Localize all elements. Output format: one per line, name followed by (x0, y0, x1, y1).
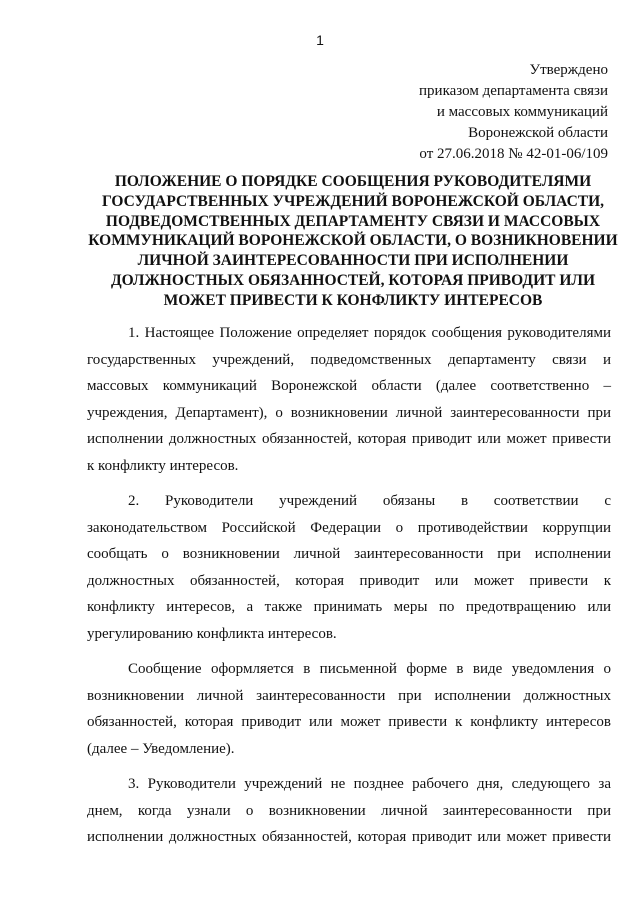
approval-line: Воронежской области (468, 125, 608, 141)
text-line: исполнении должностных обязанностей, которая приводит или может привести (87, 829, 611, 845)
title-line: ЛИЧНОЙ ЗАИНТЕРЕСОВАННОСТИ ПРИ ИСПОЛНЕНИИ (137, 252, 569, 270)
paragraph-1 (87, 320, 611, 479)
text-line: должностных обязанностей, которая приводит или может привести к (87, 572, 611, 589)
document-body (87, 320, 611, 860)
title-line: ПОДВЕДОМСТВЕННЫХ ДЕПАРТАМЕНТУ СВЯЗИ И МАССОВЫХ (105, 212, 601, 230)
title-line: ДОЛЖНОСТНЫХ ОБЯЗАННОСТЕЙ, КОТОРАЯ ПРИВОДИТ ИЛИ (110, 271, 596, 289)
text-line: 1. Настоящее Положение определяет порядок сообщения руководителями (128, 325, 611, 341)
approval-line: Утверждено (529, 62, 608, 78)
page-number: 1 (316, 32, 324, 48)
paragraph-4 (87, 771, 611, 851)
text-line: исполнении должностных обязанностей, которая приводит или может привести (87, 431, 611, 447)
title-line: МОЖЕТ ПРИВЕСТИ К КОНФЛИКТУ ИНТЕРЕСОВ (163, 291, 543, 309)
text-line: днем, когда узнали о возникновении личной заинтересованности при (87, 802, 611, 819)
title-line: ПОЛОЖЕНИЕ О ПОРЯДКЕ СООБЩЕНИЯ РУКОВОДИТЕЛЯМИ (114, 173, 592, 190)
paragraph-3 (87, 656, 611, 762)
document-title (88, 172, 618, 311)
approval-block (419, 60, 608, 165)
text-line: государственных учреждений, подведомственных департаменту связи и (87, 351, 611, 368)
text-line: возникновении личной заинтересованности при исполнении должностных (87, 687, 611, 704)
text-line: массовых коммуникаций Воронежской области (далее соответственно – (87, 378, 611, 394)
approval-line: и массовых коммуникаций (436, 104, 608, 120)
text-line: законодательством Российской Федерации о противодействии коррупции (87, 519, 611, 536)
title-line: ГОСУДАРСТВЕННЫХ УЧРЕЖДЕНИЙ ВОРОНЕЖСКОЙ ОБЛАСТИ, (101, 192, 605, 210)
text-line: урегулированию конфликта интересов. (87, 625, 337, 642)
approval-line: приказом департамента связи (419, 83, 608, 99)
approval-line: от 27.06.2018 № 42-01-06/109 (419, 146, 608, 162)
text-line: к конфликту интересов. (87, 457, 239, 474)
text-line: учреждения, Департамент), о возникновении личной заинтересованности при (87, 404, 611, 421)
text-line: Сообщение оформляется в письменной форме в виде уведомления о (128, 661, 611, 677)
paragraph-2 (87, 488, 611, 647)
text-line: 3. Руководители учреждений не позднее рабочего дня, следующего за (128, 776, 611, 792)
text-line: конфликту интересов, а также принимать меры по предотвращению или (87, 599, 611, 615)
text-line: 2. Руководители учреждений обязаны в соответствии с (128, 493, 611, 509)
text-line: обязанностей, которая приводит или может привести к конфликту интересов (87, 714, 611, 730)
text-line: сообщать о возникновении личной заинтересованности при исполнении (87, 546, 611, 562)
text-line: (далее – Уведомление). (87, 740, 235, 757)
title-line: КОММУНИКАЦИЙ ВОРОНЕЖСКОЙ ОБЛАСТИ, О ВОЗНИКНОВЕНИИ (88, 232, 618, 250)
